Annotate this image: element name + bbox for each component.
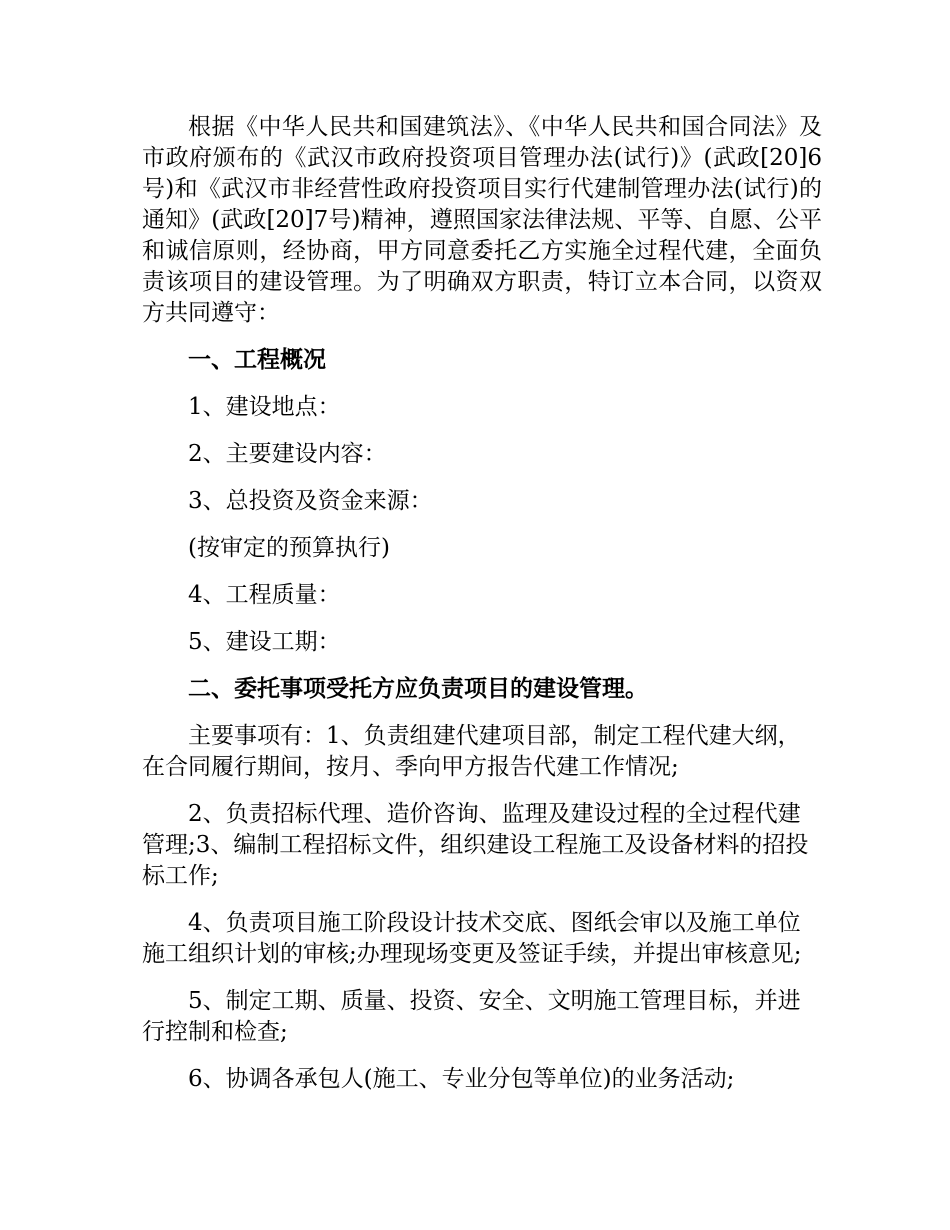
paragraph-main-matters: 主要事项有：1、负责组建代建项目部，制定工程代建大纲，在合同履行期间，按月、季向甲方报告代建工作情况;: [142, 723, 801, 780]
paragraph-coordination: 6、协调各承包人(施工、专业分包等单位)的业务活动;: [188, 1066, 735, 1092]
list-item-quality: 4、工程质量：: [188, 582, 341, 608]
paragraph-bidding-agency: 2、负责招标代理、造价咨询、监理及建设过程的全过程代建管理;3、编制工程招标文件，组织建设工程施工及设备材料的招投标工作;: [142, 801, 809, 889]
paragraph-design-review: 4、负责项目施工阶段设计技术交底、图纸会审以及施工单位施工组织计划的审核;办理现场变更及签证手续，并提出审核意见;: [142, 910, 802, 967]
list-item-main-content: 2、主要建设内容：: [188, 441, 387, 467]
document-page: [142, 112, 822, 1095]
list-item-construction-site: 1、建设地点：: [188, 394, 341, 420]
list-item-budget-note: (按审定的预算执行): [188, 535, 390, 561]
section-heading-entrusted-matters: 二、委托事项受托方应负责项目的建设管理。: [188, 676, 648, 702]
paragraph-management-targets: 5、制定工期、质量、投资、安全、文明施工管理目标，并进行控制和检查;: [142, 988, 801, 1045]
list-item-total-investment: 3、总投资及资金来源：: [188, 488, 433, 514]
section-heading-project-overview: 一、工程概况: [188, 347, 326, 373]
intro-paragraph: 根据《中华人民共和国建筑法》、《中华人民共和国合同法》及市政府颁布的《武汉市政府投资项目管理办法(试行)》(武政[20]6号)和《武汉市非经营性政府投资项目实行代建制管理办法(试行)的通知》(武政[20]7号)精神，遵照国家法律法规、平等、自愿、公平和诚信原则，经协商，甲方同意委托乙方实施全过程代建，全面负责该项目的建设管理。为了明确双方职责，特订立本合同，以资双方共同遵守：: [142, 114, 823, 326]
list-item-schedule: 5、建设工期：: [188, 629, 341, 655]
